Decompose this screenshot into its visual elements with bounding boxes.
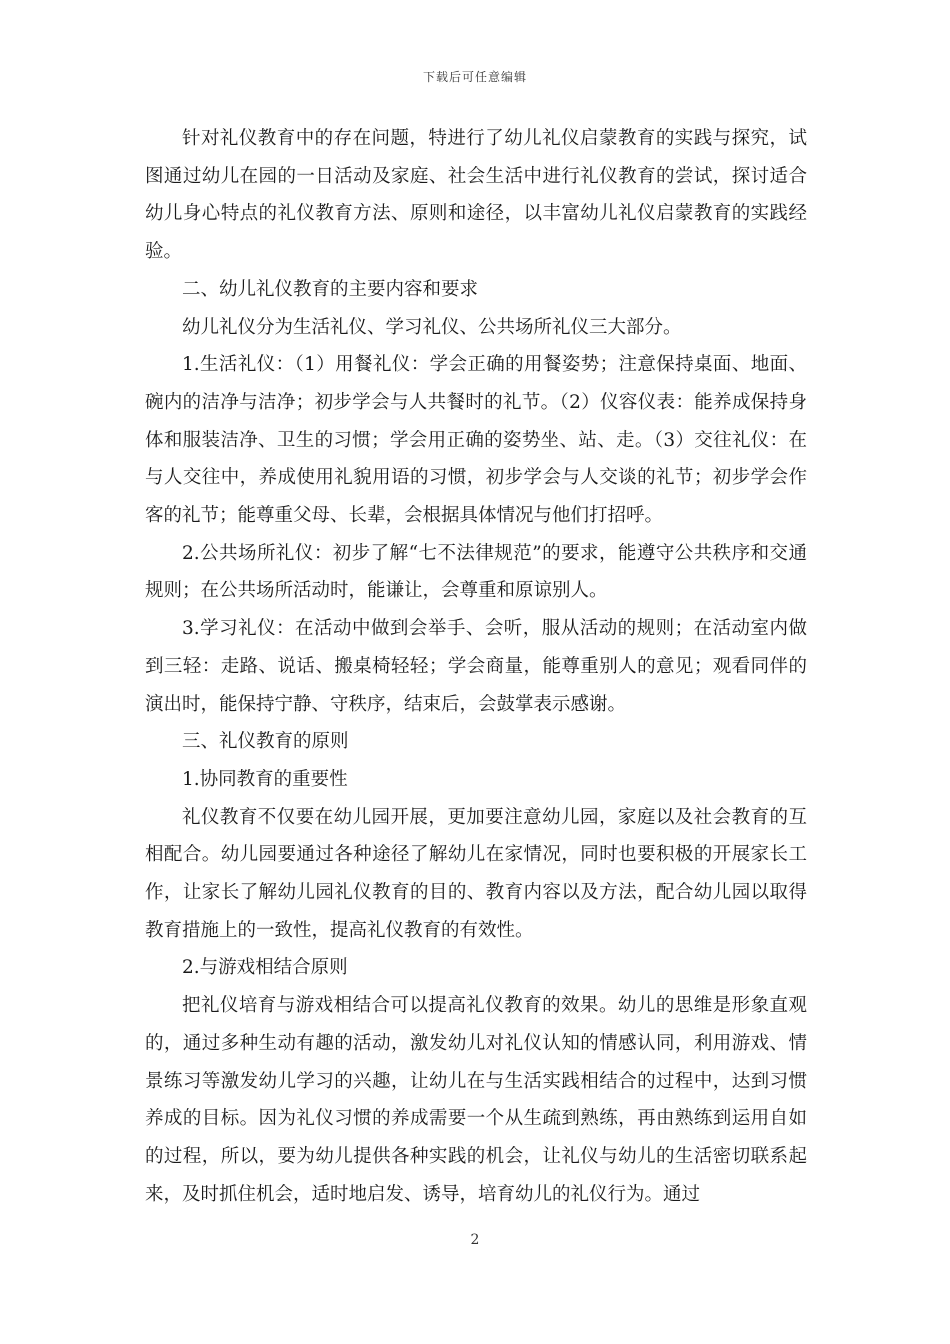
paragraph-intro: 针对礼仪教育中的存在问题，特进行了幼儿礼仪启蒙教育的实践与探究，试图通过幼儿在园的一日活动及家庭、社会生活中进行礼仪教育的尝试，探讨适合幼儿身心特点的礼仪教育方法、原则和途径，以丰富幼儿礼仪启蒙教育的实践经验。 <box>145 128 807 263</box>
paragraph-game-principle: 把礼仪培育与游戏相结合可以提高礼仪教育的效果。幼儿的思维是形象直观的，通过多种生动有趣的活动，激发幼儿对礼仪认知的情感认同，利用游戏、情景练习等激发幼儿学习的兴趣，让幼儿在与生活实践相结合的过程中，达到习惯养成的目标。因为礼仪习惯的养成需要一个从生疏到熟练，再由熟练到运用自如的过程，所以，要为幼儿提供各种实践的机会，让礼仪与幼儿的生活密切联系起来，及时抓住机会，适时地启发、诱导，培育幼儿的礼仪行为。通过 <box>145 995 807 1205</box>
section-heading-3: 三、礼仪教育的原则 <box>182 731 349 753</box>
subheading-game-principle: 2.与游戏相结合原则 <box>182 957 348 979</box>
paragraph-study-etiquette: 3.学习礼仪：在活动中做到会举手、会听，服从活动的规则；在活动室内做到三轻：走路、说话、搬桌椅轻轻；学会商量，能尊重别人的意见；观看同伴的演出时，能保持宁静、守秩序，结束后，会鼓掌表示感谢。 <box>145 618 807 715</box>
paragraph-cooperative-education: 礼仪教育不仅要在幼儿园开展，更加要注意幼儿园，家庭以及社会教育的互相配合。幼儿园要通过各种途径了解幼儿在家情况，同时也要积极的开展家长工作，让家长了解幼儿园礼仪教育的目的、教育内容以及方法，配合幼儿园以取得教育措施上的一致性，提高礼仪教育的有效性。 <box>145 806 807 941</box>
subheading-cooperative-education: 1.协同教育的重要性 <box>182 768 348 790</box>
page-number: 2 <box>470 1232 480 1248</box>
paragraph-public-etiquette: 2.公共场所礼仪：初步了解“七不法律规范”的要求，能遵守公共秩序和交通规则；在公共场所活动时，能谦让，会尊重和原谅别人。 <box>145 542 807 602</box>
paragraph-etiquette-categories: 幼儿礼仪分为生活礼仪、学习礼仪、公共场所礼仪三大部分。 <box>182 316 682 338</box>
section-heading-2: 二、幼儿礼仪教育的主要内容和要求 <box>182 278 479 300</box>
document-body <box>145 120 807 1213</box>
page-header: 下载后可任意编辑 <box>422 70 527 84</box>
paragraph-life-etiquette: 1.生活礼仪：（1）用餐礼仪：学会正确的用餐姿势；注意保持桌面、地面、碗内的洁净与洁净；初步学会与人共餐时的礼节。（2）仪容仪表：能养成保持身体和服装洁净、卫生的习惯；学会用正确的姿势坐、站、走。（3）交往礼仪：在与人交往中，养成使用礼貌用语的习惯，初步学会与人交谈的礼节；初步学会作客的礼节；能尊重父母、长辈，会根据具体情况与他们打招呼。 <box>145 354 807 527</box>
